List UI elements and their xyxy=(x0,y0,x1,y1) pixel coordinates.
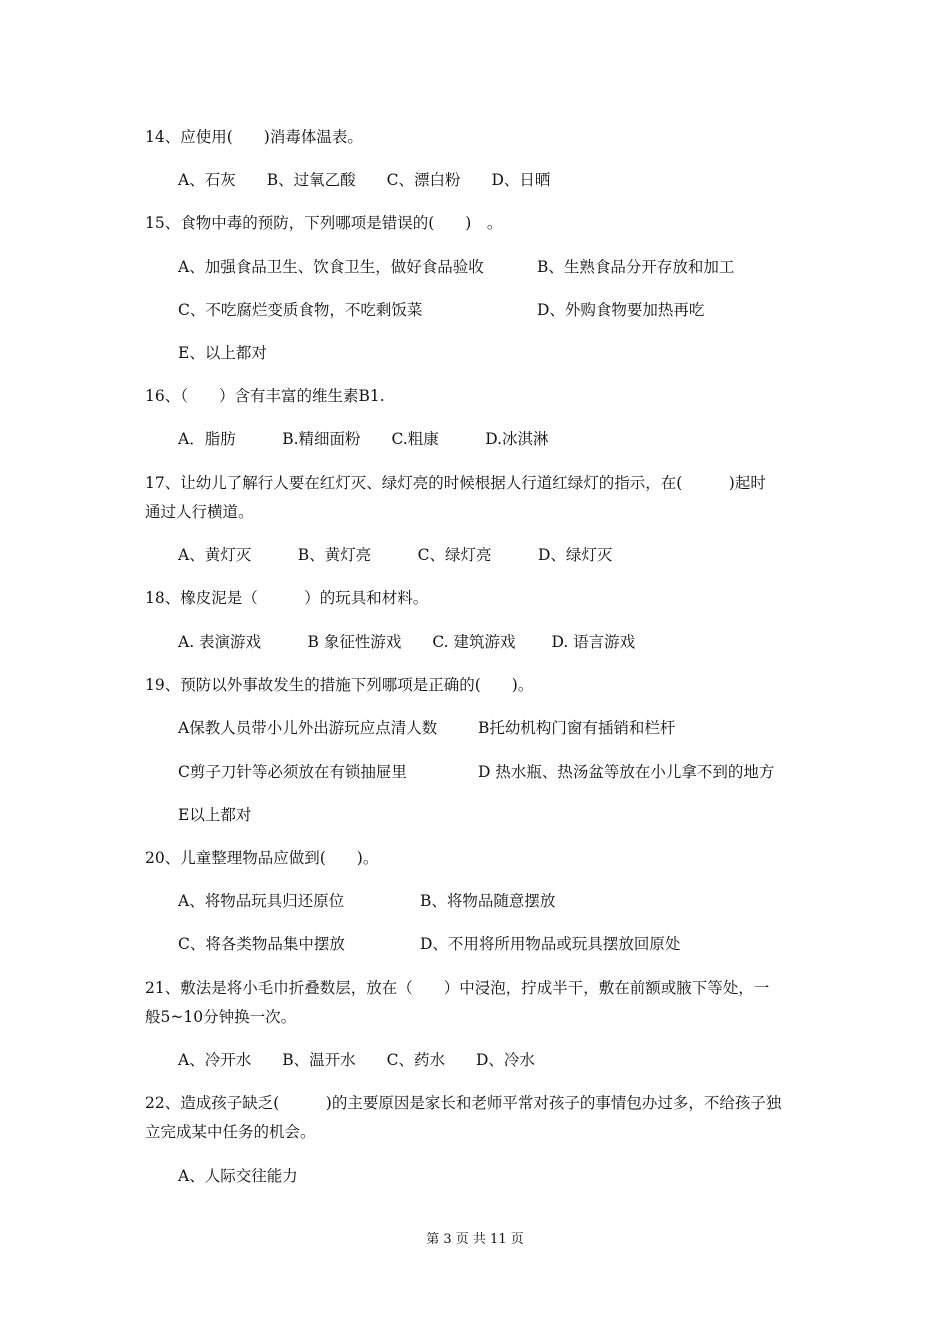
question-19-option-b: B托幼机构门窗有插销和栏杆 xyxy=(478,719,676,737)
question-19-option-c: C剪子刀针等必须放在有锁抽屉里 xyxy=(178,763,407,781)
question-19-stem: 19、预防以外事故发生的措施下列哪项是正确的( )。 xyxy=(145,676,534,694)
question-22-option-a: A、人际交往能力 xyxy=(178,1167,298,1185)
question-20-option-d: D、不用将所用物品或玩具摆放回原处 xyxy=(420,935,681,953)
question-21-stem: 21、敷法是将小毛巾折叠数层，放在（ ）中浸泡，拧成半干，敷在前额或腋下等处，一 xyxy=(145,979,770,997)
question-14-stem: 14、应使用( )消毒体温表。 xyxy=(145,128,363,146)
question-21-options: A、冷开水 B、温开水 C、药水 D、冷水 xyxy=(178,1051,535,1069)
question-19-option-d: D 热水瓶、热汤盆等放在小儿拿不到的地方 xyxy=(478,763,775,781)
question-16-stem: 16、（ ）含有丰富的维生素B1. xyxy=(145,387,385,405)
question-15-stem: 15、食物中毒的预防，下列哪项是错误的( ) 。 xyxy=(145,214,503,232)
question-15-option-e: E、以上都对 xyxy=(178,344,267,362)
question-18-stem: 18、橡皮泥是（ ）的玩具和材料。 xyxy=(145,589,429,607)
question-22-stem-continued: 立完成某中任务的机会。 xyxy=(145,1123,316,1141)
page-footer: 第 3 页 共 11 页 xyxy=(426,1232,524,1247)
question-19-option-a: A保教人员带小儿外出游玩应点清人数 xyxy=(178,719,438,737)
question-20-stem: 20、儿童整理物品应做到( )。 xyxy=(145,849,379,867)
question-14-options: A、石灰 B、过氧乙酸 C、漂白粉 D、日晒 xyxy=(178,171,551,189)
question-20-option-a: A、将物品玩具归还原位 xyxy=(178,892,345,910)
question-17-options: A、黄灯灭 B、黄灯亮 C、绿灯亮 D、绿灯灭 xyxy=(178,546,613,564)
question-22-stem: 22、造成孩子缺乏( )的主要原因是家长和老师平常对孩子的事情包办过多，不给孩子独 xyxy=(145,1094,782,1112)
question-15-option-d: D、外购食物要加热再吃 xyxy=(537,301,705,319)
question-15-option-a: A、加强食品卫生、饮食卫生，做好食品验收 xyxy=(178,258,484,276)
question-17-stem: 17、让幼儿了解行人要在红灯灭、绿灯亮的时候根据人行道红绿灯的指示，在( )起时 xyxy=(145,474,766,492)
question-20-option-c: C、将各类物品集中摆放 xyxy=(178,935,345,953)
question-16-options: A．脂肪 B.精细面粉 C.粗康 D.冰淇淋 xyxy=(178,430,549,448)
question-20-option-b: B、将物品随意摆放 xyxy=(420,892,556,910)
question-15-option-b: B、生熟食品分开存放和加工 xyxy=(537,258,735,276)
question-17-stem-continued: 通过人行横道。 xyxy=(145,503,254,521)
question-19-option-e: E以上都对 xyxy=(178,806,252,824)
question-21-stem-continued: 般5~10分钟换一次。 xyxy=(145,1008,297,1026)
question-15-option-c: C、不吃腐烂变质食物，不吃剩饭菜 xyxy=(178,301,423,319)
question-18-options: A. 表演游戏 B 象征性游戏 C. 建筑游戏 D. 语言游戏 xyxy=(178,633,636,651)
